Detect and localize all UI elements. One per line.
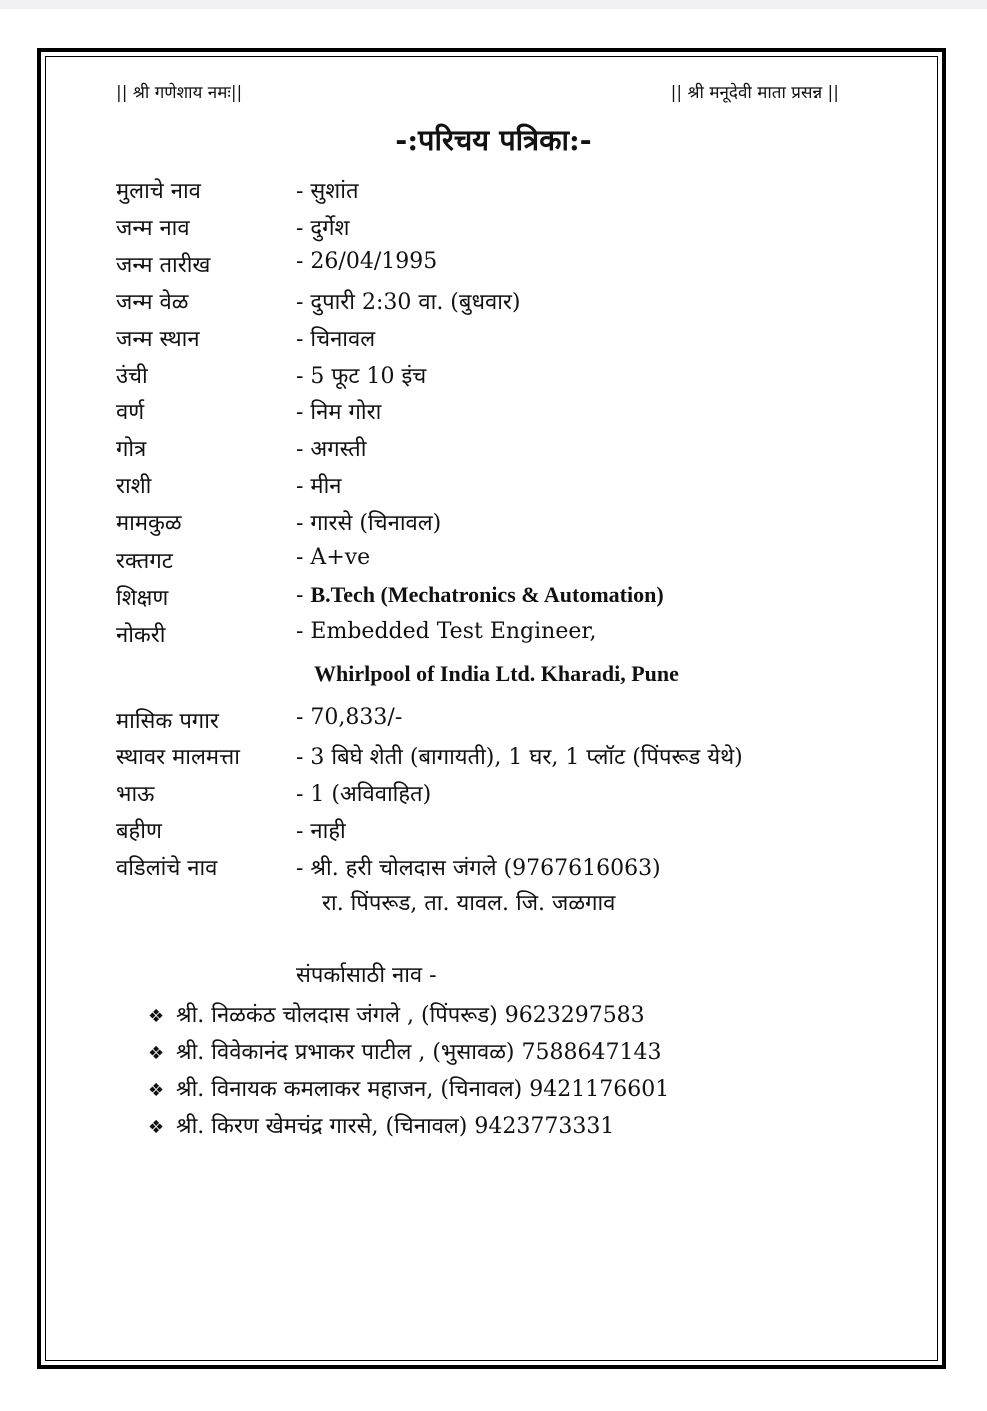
detail-value-dash: - <box>296 583 311 608</box>
detail-label: मामकुळ <box>116 511 182 536</box>
detail-value: - अगस्ती <box>296 437 367 462</box>
job-company: Whirlpool of India Ltd. Kharadi, Pune <box>314 661 679 686</box>
detail-label: राशी <box>116 474 152 499</box>
detail-label: वडिलांचे नाव <box>116 856 218 881</box>
diamond-bullet-icon: ❖ <box>148 1006 165 1027</box>
contact-item <box>148 1036 661 1066</box>
detail-value <box>296 582 664 608</box>
detail-label: बहीण <box>116 819 162 844</box>
detail-label: जन्म स्थान <box>116 327 200 352</box>
contact-item <box>148 1073 669 1103</box>
detail-value: - 26/04/1995 <box>296 249 438 274</box>
detail-label: स्थावर मालमत्ता <box>116 745 240 770</box>
detail-value: - Embedded Test Engineer, <box>296 619 597 644</box>
detail-value: - गारसे (चिनावल) <box>296 511 442 536</box>
detail-value: - मीन <box>296 474 342 499</box>
header-left-blessing: || श्री गणेशाय नमः|| <box>116 83 243 103</box>
contact-text: श्री. विनायक कमलाकर महाजन, (चिनावल) 9421176601 <box>176 1077 670 1102</box>
detail-label: जन्म वेळ <box>116 290 189 315</box>
detail-label: शिक्षण <box>116 586 169 611</box>
diamond-bullet-icon: ❖ <box>148 1080 165 1101</box>
detail-label: मासिक पगार <box>116 709 219 734</box>
detail-label: मुलाचे नाव <box>116 179 201 204</box>
contact-item <box>148 1110 614 1140</box>
detail-label: भाऊ <box>116 782 155 807</box>
detail-value: - 5 फूट 10 इंच <box>296 364 427 389</box>
detail-label: गोत्र <box>116 437 147 462</box>
detail-value: - सुशांत <box>296 179 359 204</box>
detail-label: वर्ण <box>116 400 145 425</box>
viewer-top-strip <box>0 0 987 9</box>
detail-value: - 70,833/- <box>296 705 403 730</box>
diamond-bullet-icon: ❖ <box>148 1043 165 1064</box>
contact-heading: संपर्कासाठी नाव - <box>296 963 437 988</box>
father-address: रा. पिंपरूड, ता. यावल. जि. जळगाव <box>322 891 616 916</box>
diamond-bullet-icon: ❖ <box>148 1117 165 1138</box>
header-right-blessing: || श्री मनूदेवी माता प्रसन्न || <box>670 83 839 103</box>
detail-value: - चिनावल <box>296 327 376 352</box>
page-title: -:परिचय पत्रिका:- <box>395 123 592 157</box>
detail-label: जन्म नाव <box>116 216 190 241</box>
detail-value: - दुर्गेश <box>296 216 350 241</box>
detail-value: - A+ve <box>296 545 371 570</box>
detail-value: - नाही <box>296 819 346 844</box>
detail-label: रक्तगट <box>116 549 173 574</box>
detail-value: - 3 बिघे शेती (बागायती), 1 घर, 1 प्लॉट (पिंपरूड येथे) <box>296 745 743 770</box>
detail-value: - 1 (अविवाहित) <box>296 782 432 807</box>
detail-value: - श्री. हरी चोलदास जंगले (9767616063) <box>296 856 661 881</box>
detail-value: - निम गोरा <box>296 400 382 425</box>
detail-label: नोकरी <box>116 623 166 648</box>
contact-text: श्री. किरण खेमचंद्र गारसे, (चिनावल) 9423773331 <box>176 1114 615 1139</box>
contact-text: श्री. निळकंठ चोलदास जंगले , (पिंपरूड) 9623297583 <box>176 1003 645 1028</box>
detail-label: उंची <box>116 364 148 389</box>
contact-text: श्री. विवेकानंद प्रभाकर पाटील , (भुसावळ) 7588647143 <box>176 1040 662 1065</box>
contact-item <box>148 999 645 1029</box>
detail-label: जन्म तारीख <box>116 253 211 278</box>
education-degree: B.Tech (Mechatronics & Automation) <box>310 582 664 607</box>
detail-value: - दुपारी 2:30 वा. (बुधवार) <box>296 290 521 315</box>
